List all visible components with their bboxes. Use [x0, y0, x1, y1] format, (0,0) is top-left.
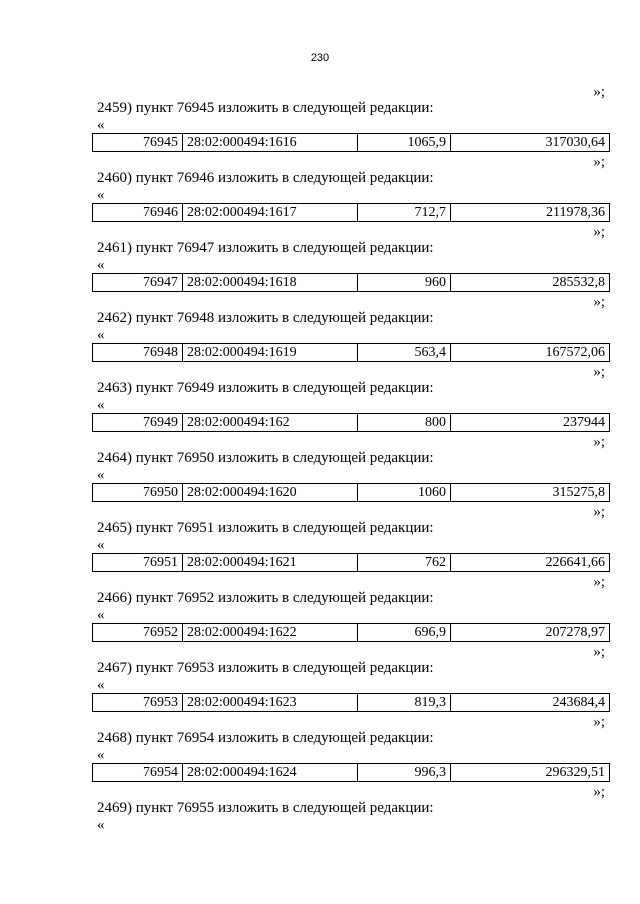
amendment-heading: 2461) пункт 76947 изложить в следующей редакции:	[97, 240, 434, 256]
closing-quote: »;	[593, 574, 605, 590]
cell-cadastral-number: 28:02:000494:1618	[183, 274, 358, 292]
table-row	[93, 554, 610, 572]
table-row	[93, 344, 610, 362]
cell-cost: 207278,97	[451, 624, 610, 642]
opening-quote: «	[97, 327, 105, 343]
opening-quote: «	[97, 537, 105, 553]
table-row	[93, 624, 610, 642]
register-table	[92, 693, 610, 712]
cell-cost: 243684,4	[451, 694, 610, 712]
cell-cost: 167572,06	[451, 344, 610, 362]
cell-item-number: 76947	[93, 274, 183, 292]
register-table	[92, 133, 610, 152]
amendment-heading: 2465) пункт 76951 изложить в следующей редакции:	[97, 520, 434, 536]
cell-cost: 211978,36	[451, 204, 610, 222]
cell-item-number: 76953	[93, 694, 183, 712]
cell-item-number: 76950	[93, 484, 183, 502]
opening-quote: «	[97, 607, 105, 623]
table-row	[93, 274, 610, 292]
closing-quote: »;	[593, 504, 605, 520]
cell-cost: 296329,51	[451, 764, 610, 782]
amendment-heading: 2460) пункт 76946 изложить в следующей редакции:	[97, 170, 434, 186]
closing-quote: »;	[593, 784, 605, 800]
cell-cadastral-number: 28:02:000494:1623	[183, 694, 358, 712]
cell-cadastral-number: 28:02:000494:1624	[183, 764, 358, 782]
cell-cadastral-number: 28:02:000494:162	[183, 414, 358, 432]
cell-area: 819,3	[358, 694, 451, 712]
amendment-entry	[92, 153, 610, 223]
cell-area: 712,7	[358, 204, 451, 222]
opening-quote: «	[97, 117, 105, 133]
register-table	[92, 483, 610, 502]
amendment-entry	[92, 83, 610, 153]
register-table	[92, 273, 610, 292]
cell-area: 563,4	[358, 344, 451, 362]
table-row	[93, 414, 610, 432]
cell-cost: 317030,64	[451, 134, 610, 152]
amendment-entry	[92, 783, 610, 853]
opening-quote: «	[97, 397, 105, 413]
closing-quote: »;	[593, 644, 605, 660]
amendment-heading: 2468) пункт 76954 изложить в следующей редакции:	[97, 730, 434, 746]
cell-area: 960	[358, 274, 451, 292]
amendment-heading: 2463) пункт 76949 изложить в следующей редакции:	[97, 380, 434, 396]
amendment-heading: 2469) пункт 76955 изложить в следующей редакции:	[97, 800, 434, 816]
table-row	[93, 204, 610, 222]
amendment-entry	[92, 433, 610, 503]
cell-area: 762	[358, 554, 451, 572]
document-body	[92, 83, 610, 853]
register-table	[92, 413, 610, 432]
cell-item-number: 76946	[93, 204, 183, 222]
cell-item-number: 76948	[93, 344, 183, 362]
cell-area: 696,9	[358, 624, 451, 642]
opening-quote: «	[97, 467, 105, 483]
cell-cost: 285532,8	[451, 274, 610, 292]
cell-cadastral-number: 28:02:000494:1619	[183, 344, 358, 362]
amendment-entry	[92, 293, 610, 363]
closing-quote: »;	[593, 84, 605, 100]
cell-cadastral-number: 28:02:000494:1621	[183, 554, 358, 572]
closing-quote: »;	[593, 364, 605, 380]
closing-quote: »;	[593, 434, 605, 450]
amendment-heading: 2464) пункт 76950 изложить в следующей редакции:	[97, 450, 434, 466]
table-row	[93, 694, 610, 712]
cell-cadastral-number: 28:02:000494:1622	[183, 624, 358, 642]
amendment-entry	[92, 503, 610, 573]
cell-cost: 315275,8	[451, 484, 610, 502]
opening-quote: «	[97, 257, 105, 273]
opening-quote: «	[97, 817, 105, 833]
cell-cost: 226641,66	[451, 554, 610, 572]
cell-item-number: 76951	[93, 554, 183, 572]
cell-item-number: 76945	[93, 134, 183, 152]
amendment-entry	[92, 643, 610, 713]
opening-quote: «	[97, 747, 105, 763]
closing-quote: »;	[593, 714, 605, 730]
table-row	[93, 764, 610, 782]
amendment-heading: 2462) пункт 76948 изложить в следующей редакции:	[97, 310, 434, 326]
cell-item-number: 76949	[93, 414, 183, 432]
cell-cost: 237944	[451, 414, 610, 432]
amendment-entry	[92, 363, 610, 433]
amendment-entry	[92, 223, 610, 293]
table-row	[93, 484, 610, 502]
amendment-heading: 2466) пункт 76952 изложить в следующей редакции:	[97, 590, 434, 606]
cell-cadastral-number: 28:02:000494:1616	[183, 134, 358, 152]
register-table	[92, 203, 610, 222]
register-table	[92, 763, 610, 782]
cell-cadastral-number: 28:02:000494:1620	[183, 484, 358, 502]
cell-area: 1060	[358, 484, 451, 502]
closing-quote: »;	[593, 294, 605, 310]
cell-area: 996,3	[358, 764, 451, 782]
amendment-entry	[92, 573, 610, 643]
closing-quote: »;	[593, 154, 605, 170]
cell-cadastral-number: 28:02:000494:1617	[183, 204, 358, 222]
cell-area: 800	[358, 414, 451, 432]
cell-item-number: 76954	[93, 764, 183, 782]
amendment-heading: 2459) пункт 76945 изложить в следующей редакции:	[97, 100, 434, 116]
page-number: 230	[310, 52, 330, 64]
amendment-entry	[92, 713, 610, 783]
cell-item-number: 76952	[93, 624, 183, 642]
register-table	[92, 623, 610, 642]
closing-quote: »;	[593, 224, 605, 240]
opening-quote: «	[97, 677, 105, 693]
amendment-heading: 2467) пункт 76953 изложить в следующей редакции:	[97, 660, 434, 676]
cell-area: 1065,9	[358, 134, 451, 152]
register-table	[92, 343, 610, 362]
table-row	[93, 134, 610, 152]
register-table	[92, 553, 610, 572]
opening-quote: «	[97, 187, 105, 203]
